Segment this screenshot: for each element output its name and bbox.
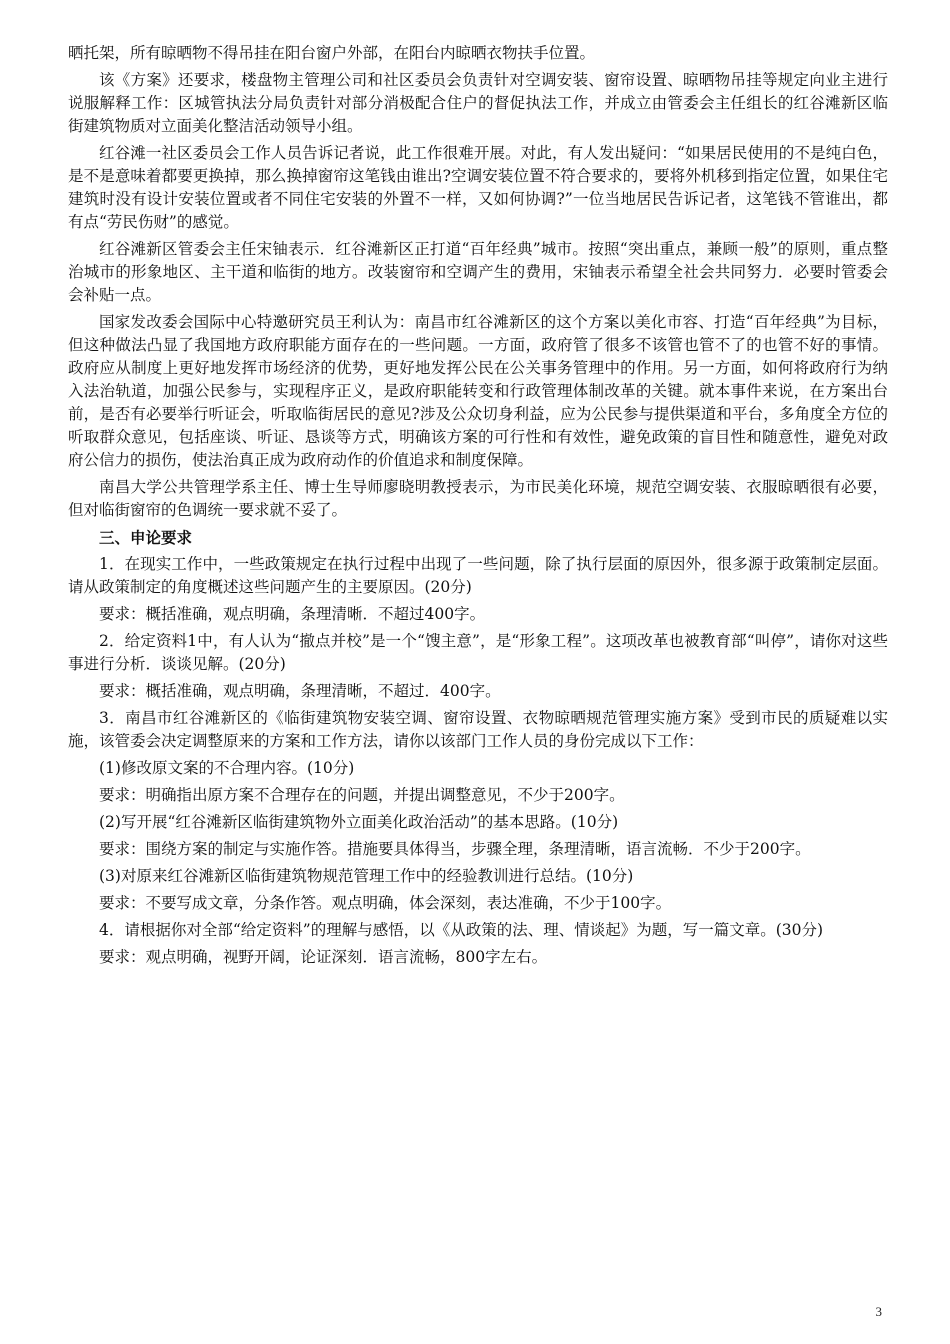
- page-number: 3: [875, 1304, 882, 1319]
- question-1-requirement: 要求：概括准确，观点明确，条理清晰．不超过400字。: [99, 605, 486, 623]
- question-3-part-1-requirement: 要求：明确指出原方案不合理存在的问题，并提出调整意见，不少于200字。: [99, 786, 625, 804]
- question-3-part-3-requirement: 要求：不要写成文章，分条作答。观点明确，体会深刻，表达准确，不少于100字。: [99, 894, 672, 912]
- question-3: 3．南昌市红谷滩新区的《临街建筑物安装空调、窗帘设置、衣物晾晒规范管理实施方案》受到市民的质疑难以实施，该管委会决定调整原来的方案和工作方法，请你以该部门工作人员的身份完成以下工作：: [68, 709, 888, 750]
- paragraph-continuation: 晒托架，所有晾晒物不得吊挂在阳台窗户外部，在阳台内晾晒衣物扶手位置。: [68, 44, 596, 62]
- question-2-requirement: 要求：概括准确，观点明确，条理清晰，不超过．400字。: [99, 682, 501, 700]
- question-2: 2．给定资料1中，有人认为“撤点并校”是一个“馊主意”，是“形象工程”。这项改革也被教育部“叫停”，请你对这些事进行分析．谈谈见解。(20分): [68, 632, 888, 673]
- question-4-requirement: 要求：观点明确，视野开阔，论证深刻．语言流畅，800字左右。: [99, 948, 548, 966]
- question-3-part-2: (2)写开展“红谷滩新区临街建筑物外立面美化政治活动”的基本思路。(10分): [99, 813, 619, 831]
- question-3-part-1: (1)修改原文案的不合理内容。(10分): [99, 759, 355, 777]
- paragraph-community-staff: 红谷滩一社区委员会工作人员告诉记者说，此工作很难开展。对此，有人发出疑问：“如果居民使用的不是纯白色，是不是意味着都要更换掉，那么换掉窗帘这笔钱由谁出?空调安装位置不符合要求的，要将外机移到指定位置，如果住宅建筑时没有设计安装位置或者不同住宅安装的外置不一样，又如何协调?”一位当地居民告诉记者，这笔钱不管谁出，都有点“劳民伤财”的感觉。: [68, 144, 888, 231]
- paragraph-researcher-opinion: 国家发改委会国际中心特邀研究员王利认为：南昌市红谷滩新区的这个方案以美化市容、打造“百年经典”为目标，但这种做法凸显了我国地方政府职能方面存在的一些问题。一方面，政府管了很多不该管也管不了的也管不好的事情。政府应从制度上更好地发挥市场经济的优势，更好地发挥公民在公关事务管理中的作用。另一方面，如何将政府行为纳入法治轨道，加强公民参与，实现程序正义，是政府职能转变和行政管理体制改革的关键。就本事件来说，在方案出台前，是否有必要举行听证会，听取临街居民的意见?涉及公众切身利益，应为公民参与提供渠道和平台，多角度全方位的听取群众意见，包括座谈、听证、恳谈等方式，明确该方案的可行性和有效性，避免政策的盲目性和随意性，避免对政府公信力的损伤，使法治真正成为政府动作的价值追求和制度保障。: [68, 313, 888, 469]
- question-3-part-2-requirement: 要求：围绕方案的制定与实施作答。措施要具体得当，步骤全理，条理清晰，语言流畅．不少于200字。: [99, 840, 811, 858]
- document-body: [68, 42, 888, 973]
- paragraph-professor-opinion: 南昌大学公共管理学系主任、博士生导师廖晓明教授表示，为市民美化环境，规范空调安装、衣服晾晒很有必要，但对临街窗帘的色调统一要求就不妥了。: [68, 478, 888, 519]
- section-heading-requirements: 三、申论要求: [99, 528, 193, 547]
- paragraph-plan-requirements: 该《方案》还要求，楼盘物主管理公司和社区委员会负责针对空调安装、窗帘设置、晾晒物吊挂等规定向业主进行说服解释工作：区城管执法分局负责针对部分消极配合住户的督促执法工作，并成立由管委会主任组长的红谷滩新区临街建筑物质对立面美化整洁活动领导小组。: [68, 71, 888, 135]
- question-3-part-3: (3)对原来红谷滩新区临街建筑物规范管理工作中的经验教训进行总结。(10分): [99, 867, 634, 885]
- question-4: 4．请根据你对全部“给定资料”的理解与感悟，以《从政策的法、理、情谈起》为题，写一篇文章。(30分): [99, 921, 824, 939]
- paragraph-committee-director: 红谷滩新区管委会主任宋铀表示．红谷滩新区正打道“百年经典”城市。按照“突出重点，兼顾一般”的原则，重点整治城市的形象地区、主干道和临街的地方。改装窗帘和空调产生的费用，宋铀表示希望全社会共同努力．必要时管委会会补贴一点。: [68, 240, 888, 304]
- question-1: 1．在现实工作中，一些政策规定在执行过程中出现了一些问题，除了执行层面的原因外，很多源于政策制定层面。请从政策制定的角度概述这些问题产生的主要原因。(20分): [68, 555, 888, 596]
